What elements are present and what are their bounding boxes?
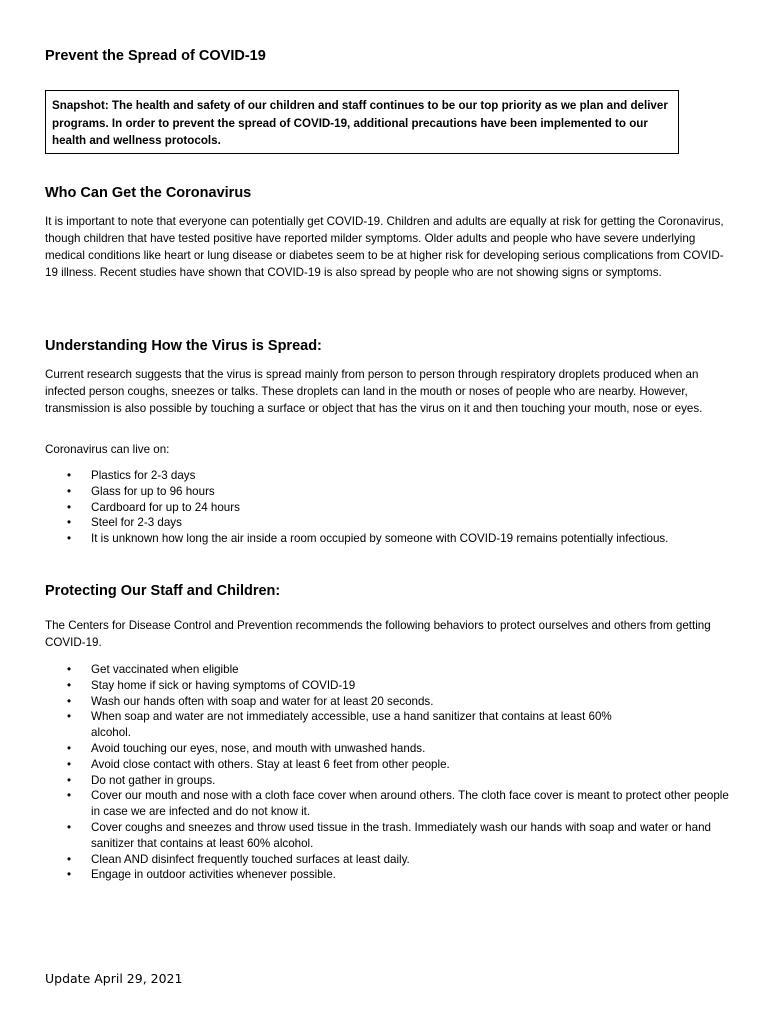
section-heading-who: Who Can Get the Coronavirus — [45, 185, 252, 201]
list-item: • Wash our hands often with soap and water for at least 20 seconds. — [45, 694, 730, 710]
section-heading-protecting: Protecting Our Staff and Children: — [45, 583, 281, 599]
surface-list — [45, 468, 745, 547]
list-item: • Get vaccinated when eligible — [45, 662, 730, 678]
list-item: • Avoid close contact with others. Stay at least 6 feet from other people. — [45, 757, 730, 773]
section-body-protecting: The Centers for Disease Control and Prevention recommends the following behaviors to protect ourselves and others from getting COVID-19. — [45, 619, 711, 649]
list-item: • Cover coughs and sneezes and throw used tissue in the trash. Immediately wash our hands with soap and water or hand sanitizer that contains at least 60% alcohol. — [45, 820, 730, 852]
page-title: Prevent the Spread of COVID-19 — [45, 48, 266, 64]
list-item: • When soap and water are not immediately accessible, use a hand sanitizer that contains at least 60% alcohol. — [45, 709, 730, 741]
section-body-who: It is important to note that everyone can potentially get COVID-19. Children and adults are equally at risk for getting the Coronavirus, though children that have tested positive have reported milder symptoms. Older adults and people who have severe underlying medical conditions like heart or lung disease or diabetes seem to be at higher risk for developing serious complications from COVID-19 illness. Recent studies have shown that COVID-19 is also spread by people who are not showing signs or symptoms. — [45, 215, 724, 279]
list-item: • It is unknown how long the air inside a room occupied by someone with COVID-19 remains potentially infectious. — [45, 531, 745, 547]
snapshot-box: Snapshot: The health and safety of our children and staff continues to be our top priority as we plan and deliver programs. In order to prevent the spread of COVID-19, additional precautions have been implemented to our health and wellness protocols. — [45, 90, 679, 154]
list-item: • Clean AND disinfect frequently touched surfaces at least daily. — [45, 852, 730, 868]
section-heading-spread: Understanding How the Virus is Spread: — [45, 338, 322, 354]
list-item: • Engage in outdoor activities whenever possible. — [45, 867, 730, 883]
list-item: • Steel for 2-3 days — [45, 515, 745, 531]
list-item: • Stay home if sick or having symptoms of COVID-19 — [45, 678, 730, 694]
list-item: • Do not gather in groups. — [45, 773, 730, 789]
surface-list-intro: Coronavirus can live on: — [45, 443, 170, 456]
section-body-spread: Current research suggests that the virus is spread mainly from person to person through respiratory droplets produced when an infected person coughs, sneezes or talks. These droplets can land in the mouth or noses of people who are nearby. However, transmission is also possible by touching a surface or object that has the virus on it and then touching your mouth, nose or eyes. — [45, 368, 703, 415]
list-item: • Cardboard for up to 24 hours — [45, 500, 745, 516]
behavior-list — [45, 662, 730, 883]
list-item: • Cover our mouth and nose with a cloth face cover when around others. The cloth face cover is meant to protect other people in case we are infected and do not know it. — [45, 788, 730, 820]
list-item: • Glass for up to 96 hours — [45, 484, 745, 500]
list-item: • Avoid touching our eyes, nose, and mouth with unwashed hands. — [45, 741, 730, 757]
update-date: Update April 29, 2021 — [45, 971, 183, 986]
list-item: • Plastics for 2-3 days — [45, 468, 745, 484]
